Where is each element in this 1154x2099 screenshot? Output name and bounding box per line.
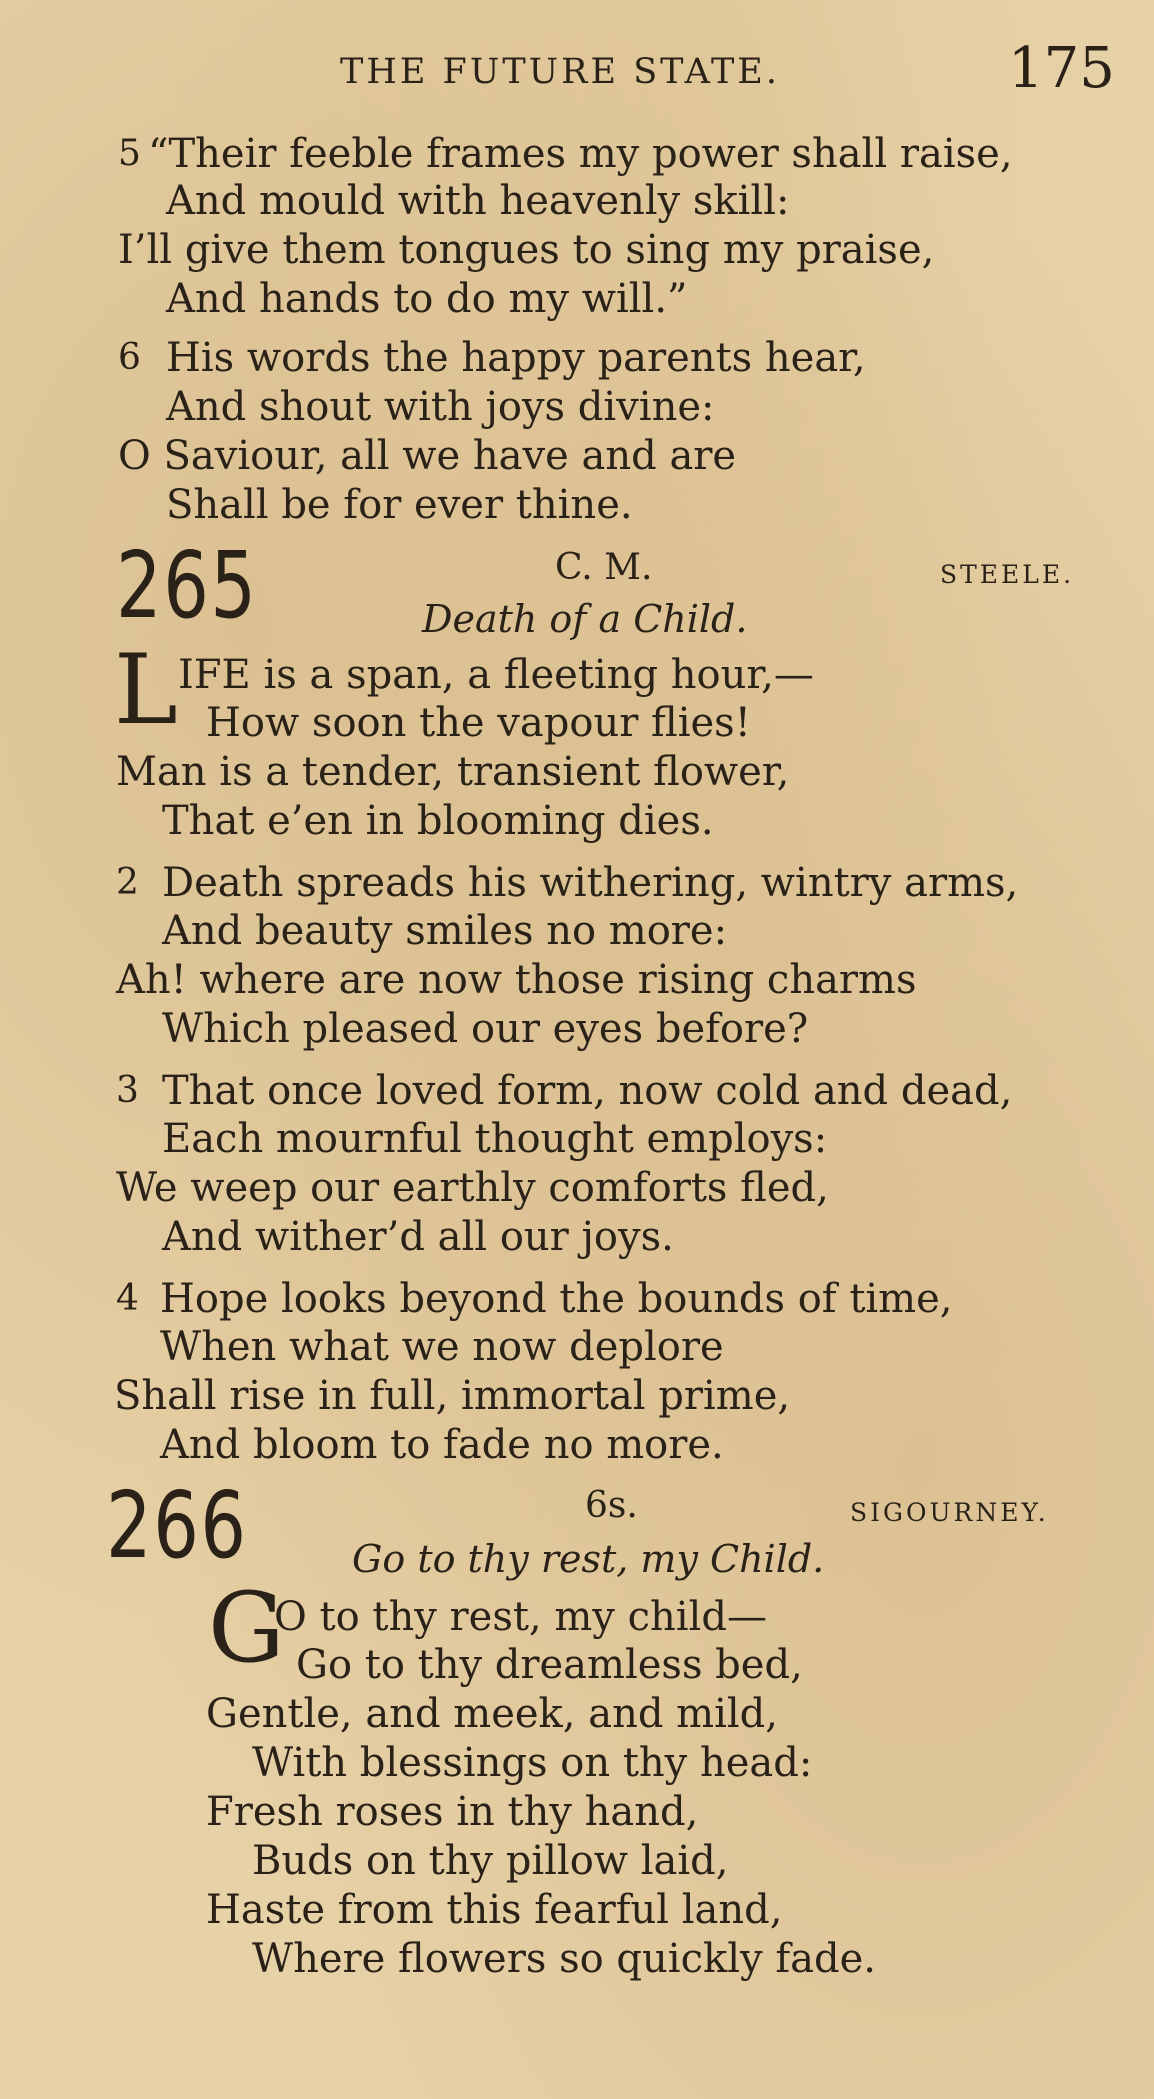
drop-cap: L (114, 634, 178, 746)
hymn-title: Death of a Child. (422, 597, 748, 641)
verse-line: I’ll give them tongues to sing my praise, (118, 227, 935, 273)
verse-line: Fresh roses in thy hand, (206, 1789, 699, 1835)
hymn-meter: 6s. (585, 1485, 638, 1526)
verse-line: Shall rise in full, immortal prime, (114, 1373, 791, 1419)
stanza-number: 5 (118, 133, 141, 174)
verse-line: Where flowers so quickly fade. (252, 1936, 876, 1982)
hymn-meter: C. M. (555, 547, 653, 588)
verse-line: And bloom to fade no more. (160, 1422, 724, 1468)
verse-line: How soon the vapour flies! (206, 700, 751, 746)
hymn-title: Go to thy rest, my Child. (352, 1537, 825, 1581)
verse-line: That once loved form, now cold and dead, (162, 1068, 1013, 1114)
verse-line: IFE is a span, a fleeting hour,— (178, 652, 814, 698)
verse-line: And wither’d all our joys. (162, 1214, 674, 1260)
page-number: 175 (1008, 36, 1115, 101)
verse-line: Each mournful thought employs: (162, 1116, 828, 1162)
verse-line: Ah! where are now those rising charms (116, 957, 917, 1003)
verse-line: With blessings on thy head: (252, 1740, 813, 1786)
verse-line: Hope looks beyond the bounds of time, (160, 1276, 953, 1322)
verse-line: And beauty smiles no more: (162, 908, 728, 954)
hymn-author: SIGOURNEY. (850, 1498, 1049, 1527)
verse-line: O Saviour, all we have and are (118, 433, 737, 479)
verse-line: And shout with joys divine: (166, 384, 715, 430)
stanza-number: 3 (116, 1070, 139, 1111)
drop-cap: G (208, 1572, 285, 1684)
verse-line: Buds on thy pillow laid, (252, 1838, 729, 1884)
verse-line: We weep our earthly comforts fled, (116, 1165, 829, 1211)
verse-line: And hands to do my will.” (166, 276, 688, 322)
verse-line: And mould with heavenly skill: (166, 178, 790, 224)
verse-line: His words the happy parents hear, (166, 335, 866, 381)
hymn-number: 265 (116, 532, 258, 639)
stanza-number: 4 (116, 1278, 139, 1319)
hymn-number: 266 (106, 1472, 248, 1579)
verse-line: Which pleased our eyes before? (162, 1006, 809, 1052)
verse-line: O to thy rest, my child— (274, 1594, 767, 1640)
verse-line: Man is a tender, transient flower, (116, 749, 790, 795)
stanza-number: 2 (116, 862, 139, 903)
stanza-number: 6 (118, 337, 141, 378)
verse-line: “Their feeble frames my power shall raise, (148, 131, 1013, 177)
verse-line: Death spreads his withering, wintry arms, (162, 860, 1019, 906)
verse-line: Go to thy dreamless bed, (296, 1642, 803, 1688)
verse-line: That e’en in blooming dies. (162, 798, 714, 844)
hymn-author: STEELE. (940, 560, 1075, 589)
verse-line: When what we now deplore (160, 1324, 724, 1370)
verse-line: Shall be for ever thine. (166, 482, 633, 528)
verse-line: Gentle, and meek, and mild, (206, 1691, 778, 1737)
verse-line: Haste from this fearful land, (206, 1887, 783, 1933)
running-header: THE FUTURE STATE. (340, 52, 780, 92)
